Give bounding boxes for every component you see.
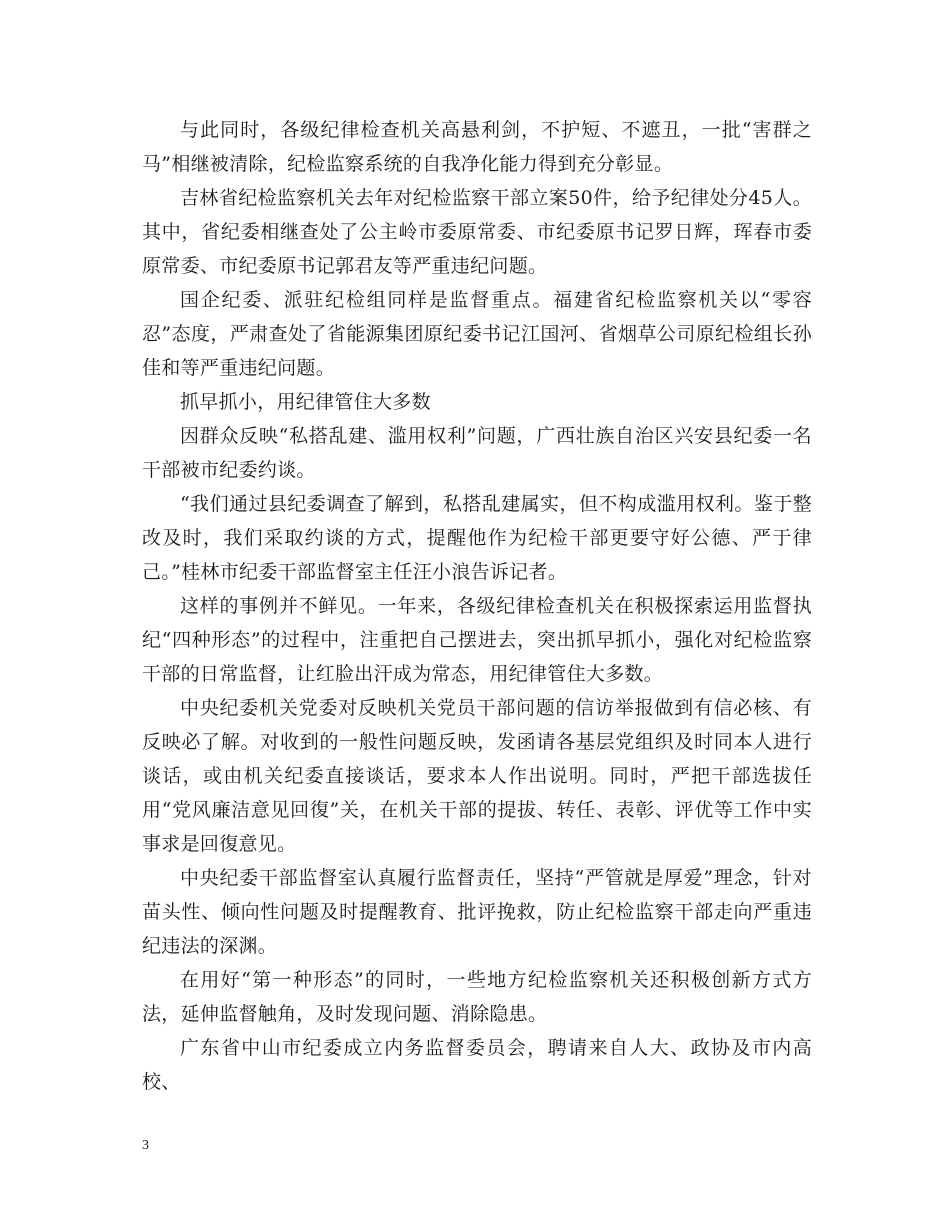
section-heading: 抓早抓小，用纪律管住大多数 [180, 391, 431, 413]
paragraph-3: 国企纪委、派驻纪检组同样是监督重点。福建省纪检监察机关以“零容忍”态度，严肃查处了省能源集团原纪委书记江国河、省烟草公司原纪检组长孙佳和等严重违纪问题。 [142, 289, 812, 379]
paragraph-5: 因群众反映“私搭乱建、滥用权利”问题，广西壮族自治区兴安县纪委一名干部被市纪委约谈。 [142, 425, 812, 481]
paragraph-9: 中央纪委干部监督室认真履行监督责任，坚持“严管就是厚爱”理念，针对苗头性、倾向性问题及时提醒教育、批评挽救，防止纪检监察干部走向严重违纪违法的深渊。 [142, 867, 812, 957]
paragraph-2: 吉林省纪检监察机关去年对纪检监察干部立案50件，给予纪律处分45人。其中，省纪委相继查处了公主岭市委原常委、市纪委原书记罗日辉，珲春市委原常委、市纪委原书记郭君友等严重违纪问题。 [142, 187, 812, 277]
paragraph-10: 在用好“第一种形态”的同时，一些地方纪检监察机关还积极创新方式方法，延伸监督触角，及时发现问题、消除隐患。 [142, 969, 812, 1025]
paragraph-11: 广东省中山市纪委成立内务监督委员会，聘请来自人大、政协及市内高校、 [142, 1037, 812, 1093]
document-body [142, 113, 812, 1099]
paragraph-1: 与此同时，各级纪律检查机关高悬利剑，不护短、不遮丑，一批“害群之马”相继被清除，纪检监察系统的自我净化能力得到充分彰显。 [142, 119, 812, 175]
paragraph-6: “我们通过县纪委调查了解到，私搭乱建属实，但不构成滥用权利。鉴于整改及时，我们采取约谈的方式，提醒他作为纪检干部更要守好公德、严于律己。”桂林市纪委干部监督室主任汪小浪告诉记者。 [142, 493, 812, 583]
paragraph-7: 这样的事例并不鲜见。一年来，各级纪律检查机关在积极探索运用监督执纪“四种形态”的过程中，注重把自己摆进去，突出抓早抓小，强化对纪检监察干部的日常监督，让红脸出汗成为常态，用纪律管住大多数。 [142, 595, 812, 685]
page-number: 3 [142, 1138, 149, 1153]
paragraph-8: 中央纪委机关党委对反映机关党员干部问题的信访举报做到有信必核、有反映必了解。对收到的一般性问题反映，发函请各基层党组织及时同本人进行谈话，或由机关纪委直接谈话，要求本人作出说明。同时，严把干部选拔任用“党风廉洁意见回復”关，在机关干部的提拔、转任、表彰、评优等工作中实事求是回復意见。 [142, 697, 812, 855]
